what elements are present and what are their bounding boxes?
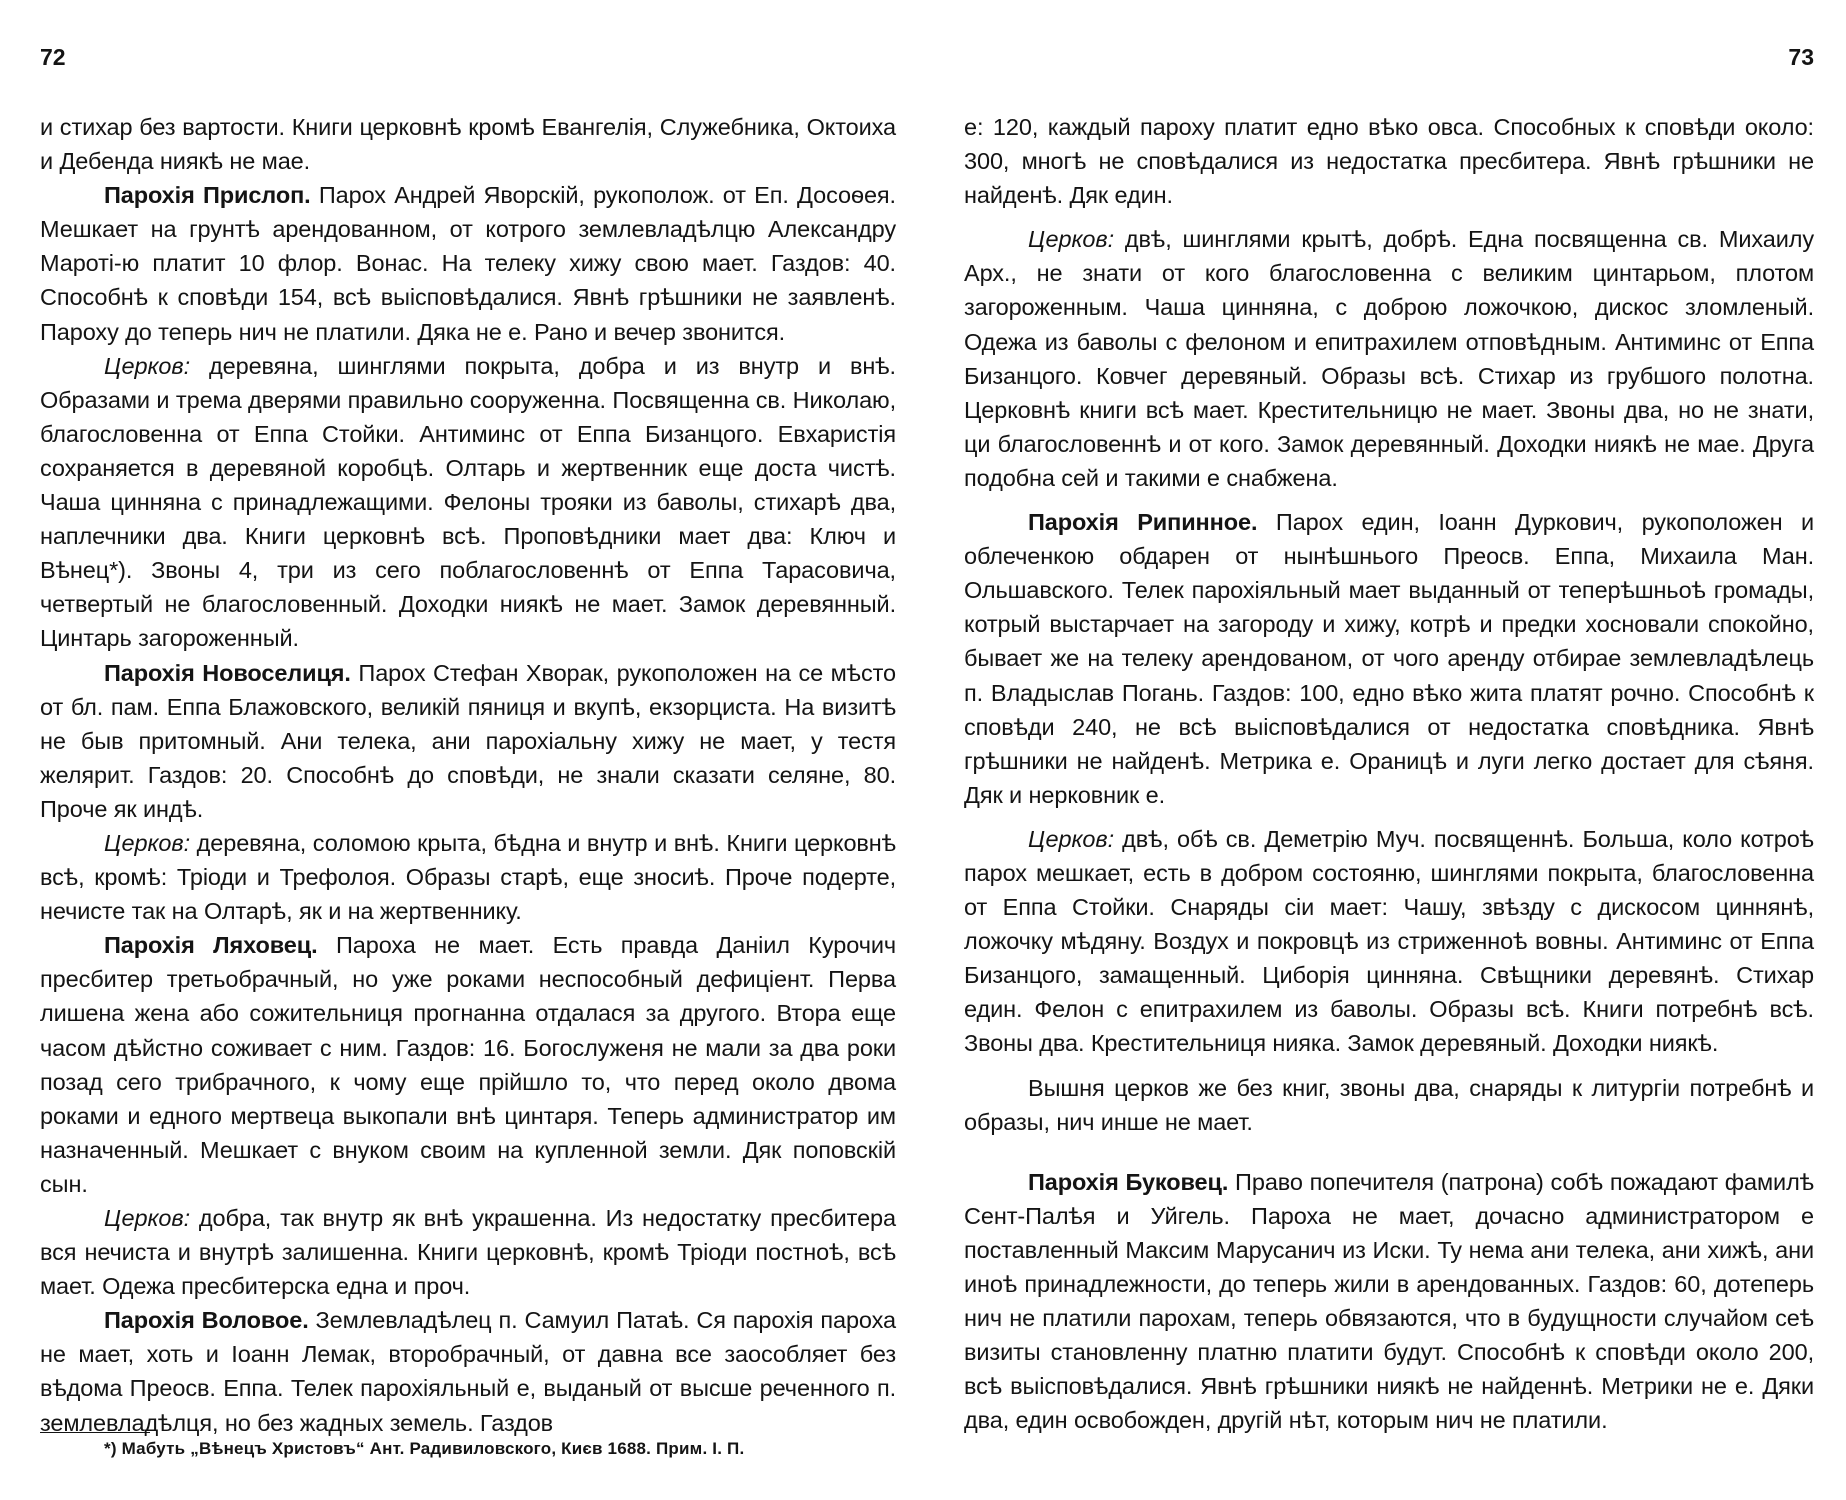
- parish-heading: Парохія Ляховец.: [104, 932, 318, 959]
- paragraph: [964, 505, 1814, 812]
- left-page: [40, 0, 896, 1500]
- paragraph: [40, 928, 896, 1201]
- church-label: Церков:: [104, 1205, 191, 1231]
- paragraph: [40, 110, 896, 178]
- paragraph: [40, 178, 896, 348]
- church-label: Церков:: [1028, 226, 1115, 253]
- paragraph: [964, 822, 1814, 1061]
- right-page: [964, 0, 1814, 1500]
- footnote: *) Мабуть „Вѣнецъ Христовъ“ Ант. Радивиловского, Києв 1688. Прим. І. П.: [104, 1439, 745, 1458]
- paragraph: [964, 1165, 1814, 1438]
- church-label: Церков:: [104, 352, 191, 379]
- page-body: [40, 110, 896, 1440]
- page-body: [964, 110, 1814, 1437]
- footnote-divider: [40, 1432, 150, 1433]
- paragraph: [40, 349, 896, 656]
- paragraph-text: Парох Андрей Яворскій, рукополож. от Еп. Досоѳея. Мешкает на грунтѣ арендованном, от котрого землевладѣлцю Александру Мароті-ю платит 10 флор. Вонас. На телеку хижу свою мает. Газдов: 40. Способнѣ к сповѣди 154, всѣ выісповѣдалися. Явнѣ грѣшники не заявленѣ. Пароху до теперь нич не платили. Дяка не е. Рано и вечер звонится.: [40, 182, 896, 345]
- paragraph-text: Вышня церков же без книг, звоны два, снаряды к литургіи потребнѣ и образы, нич инше не мает.: [964, 1074, 1814, 1135]
- church-label: Церков:: [104, 829, 191, 856]
- paragraph-text: двѣ, обѣ св. Деметрію Муч. посвященнѣ. Больша, коло котроѣ парох мешкает, есть в добром состояню, шинглями покрыта, благословенна от Еппа Стойки. Снаряды сіи мает: Чашу, звѣзду с дискосом циннянѣ, ложочку мѣдяну. Воздух и покровцѣ из стриженноѣ вовны. Антиминс от Еппа Бизанцого, замащенный. Циборія цинняна. Свѣщники деревянѣ. Стихар един. Фелон с епитрахилем из баволы. Образы всѣ. Книги потребнѣ всѣ. Звоны два. Крестительниця нияка. Замок деревяный. Доходки ниякѣ.: [964, 825, 1814, 1057]
- paragraph-text: деревяна, шинглями покрыта, добра и из внутр и внѣ. Образами и трема дверями правильно сооруженна. Посвященна св. Николаю, благословенна от Еппа Стойки. Антиминс от Еппа Бизанцого. Евхаристія сохраняется в деревяной коробцѣ. Олтарь и жертвенник еще доста чистѣ. Чаша циннянa с принадлежащими. Фелоны трояки из баволы, стихарѣ два, наплечники два. Книги церковнѣ всѣ. Проповѣдники мает два: Ключ и Вѣнец*). Звоны 4, три из сего поблагословеннѣ от Еппа Тарасовича, четвертый не благословенный. Доходки ниякѣ не мает. Замок деревянный. Цинтарь загороженный.: [40, 352, 896, 652]
- parish-heading: Парохія Прислоп.: [104, 182, 311, 209]
- paragraph-text: Землевладѣлец п. Самуил Патаѣ. Ся парохія пароха не мает, хоть и Іоанн Лемак, второбрачный, от давна все заособляет без вѣдома Преосв. Еппа. Телек парохіяльный е, выданый от высше реченного п. землевладѣлця, но без жадных земель. Газдов: [40, 1307, 896, 1436]
- paragraph: [40, 1201, 896, 1303]
- page-number: 72: [40, 44, 66, 70]
- page-number: 73: [1788, 44, 1814, 70]
- parish-heading: Парохія Воловое.: [104, 1307, 309, 1334]
- paragraph-text: Пароха не мает. Есть правда Даніил Курочич пресбитер третьобрачный, но уже роками неспособный дефиціент. Перва лишена жена або сожительниця прогнанна отдалася за другого. Втора еще часом дѣйстно соживает с ним. Газдов: 16. Богослуженя не мали за два роки позад сего трибрачного, к чому еще прійшло то, что перед около двома роками и едного мертвеца выкопали внѣ цинтаря. Теперь администратор им назначенный. Мешкает с внуком своим на купленной земли. Дяк поповскій сын.: [40, 932, 897, 1197]
- paragraph: [964, 110, 1814, 212]
- parish-heading: Парохія Рипинное.: [1028, 509, 1258, 536]
- paragraph-text: деревяна, соломою крыта, бѣдна и внутр и внѣ. Книги церковнѣ всѣ, кромѣ: Тріоди и Трефолоя. Образы старѣ, еще зносиѣ. Проче подерте, нечисте так на Олтарѣ, як и на жертвеннику.: [40, 829, 896, 925]
- parish-heading: Парохія Новоселиця.: [104, 659, 351, 686]
- parish-heading: Парохія Буковец.: [1028, 1168, 1229, 1195]
- paragraph-text: Парох един, Іоанн Дуркович, рукоположен и облеченкою обдарен от нынѣшнього Преосв. Еппа, Михаила Ман. Ольшавского. Телек парохіяльный мает выданный от теперѣшньоѣ громады, котрый выстарчает на загороду и хижу, котрѣ и предки хосновали спокойно, бывает же на телеку арендованом, от чого аренду отбирае землевладѣлець п. Владыслав Погань. Газдов: 100, едно вѣко жита платят рочно. Способнѣ к сповѣди 240, не всѣ выісповѣдалися от недостатка сповѣдника. Явнѣ грѣшники не найденѣ. Метрика е. Ораницѣ и луги легко достает для сѣяня. Дяк и нерковник е.: [964, 509, 1815, 808]
- paragraph-text: Парох Стефан Хворак, рукоположен на се мѣсто от бл. пам. Еппа Блажовского, великій пяниця и вкупѣ, екзорциста. На визитѣ не быв притомный. Ани телека, ани парохіальну хижу не мает, у тестя желярит. Газдов: 20. Способнѣ до сповѣди, не знали сказати селяне, 80. Проче як индѣ.: [40, 659, 897, 822]
- paragraph: [40, 656, 896, 826]
- paragraph: [964, 222, 1814, 495]
- paragraph: [40, 826, 896, 928]
- paragraph-text: двѣ, шинглями крытѣ, добрѣ. Една посвященна св. Михаилу Арх., не знати от кого благословенна с великим цинтарьом, плотом загороженным. Чаша цинняна, с доброю ложочкою, дискос зломленый. Одежа из баволы с фелоном и епитрахилем отповѣдным. Антиминс от Еппа Бизанцого. Ковчег деревяный. Образы всѣ. Стихар из грубшого полотна. Церковнѣ книги всѣ мает. Крестительницю не мает. Звоны два, но не знати, ци благословеннѣ и от кого. Замок деревянный. Доходки ниякѣ не мае. Друга подобна сей и такими е снабжена.: [964, 226, 1814, 491]
- paragraph: [40, 1303, 896, 1439]
- paragraph-text: е: 120, каждый пароху платит едно вѣко овса. Способных к сповѣди около: 300, многѣ не сповѣдалися из недостатка пресбитера. Явнѣ грѣшники не найденѣ. Дяк един.: [964, 114, 1814, 209]
- paragraph: [964, 1071, 1814, 1139]
- paragraph-text: Право попечителя (патрона) собѣ пожадают фамилѣ Сент-Палѣя и Уйгель. Пароха не мает, дочасно администратором е поставленный Максим Марусанич из Иски. Ту нема ани телека, ани хижѣ, ани иноѣ принадлежности, до теперь жили в арендованных. Газдов: 60, дотеперь нич не платили парохам, теперь обвязаются, что в будущности случайом сеѣ визиты становленну платню платити будут. Способнѣ к сповѣди около 200, всѣ выісповѣдалися. Явнѣ грѣшники ниякѣ не найденнѣ. Метрики не е. Дяки два, един освобожден, другій нѣт, которым нич не платили.: [964, 1168, 1814, 1434]
- paragraph-text: и стихар без вартости. Книги церковнѣ кромѣ Евангелія, Служебника, Октоиха и Дебенда ниякѣ не мае.: [40, 114, 896, 175]
- church-label: Церков:: [1028, 825, 1115, 852]
- paragraph-text: добра, так внутр як внѣ украшенна. Из недостатку пресбитера вся нечиста и внутрѣ залишенна. Книги церковнѣ, кромѣ Тріоди постноѣ, всѣ мает. Одежа пресбитерска една и проч.: [40, 1205, 896, 1300]
